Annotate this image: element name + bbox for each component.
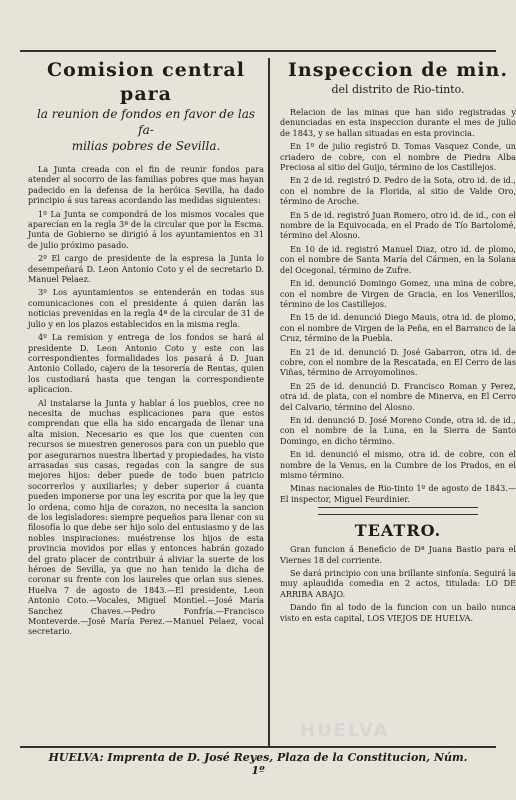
right-paragraph: En 21 de id. denunció D. José Gabarron, otra id. de cobre, con el nombre de la Rescatada, en El Cerro de las Viñas, término de Arroyomolinos. — [280, 346, 516, 378]
left-paragraph: 4º La remision y entrega de los fondos se hará al presidente D. Leon Antonio Coto y este con las correspondientes formalidades los pasará á D. Juan Antonio Collado, cajero de la tesorería de Rentas, quien los custodiará hasta que tengan la correspondiente aplicacion. — [28, 332, 264, 395]
right-paragraph: En 5 de id. registró Juan Romero, otro id. de id., con el nombre de la Equivocada, en el Prado de Tío Bartolomé, término del Alosno. — [280, 209, 516, 241]
right-column — [280, 58, 516, 626]
teatro-paragraph: Dando fin al todo de la funcion con un bailo nunca visto en esta capital, LOS VIEJOS DE HUELVA. — [280, 602, 516, 623]
left-paragraph: La Junta creada con el fin de reunir fondos para atender al socorro de las familias pobres que mas hayan padecido en la defensa de la heróica Sevilla, ha dado principio á sus tareas acordando las medidas siguientes: — [28, 164, 264, 206]
right-paragraph: En 2 de id. registró D. Pedro de la Sota, otro id. de id., con el nombre de la Florida, al sitio de Valde Oro, término de Aroche. — [280, 175, 516, 207]
left-title: Comision central para — [47, 59, 245, 105]
right-subtitle: del distrito de Rio-tinto. — [331, 83, 465, 96]
left-paragraph: 2º El cargo de presidente de la espresa la Junta lo desempeñará D. Leon Antonio Coto y el de secretario D. Manuel Pelaez. — [28, 253, 264, 285]
right-paragraph: En 10 de id. registró Manuel Diaz, otro id. de plomo, con el nombre de Santa María del Cármen, en la Solana del Ocegonal, término de Zufre. — [280, 243, 516, 275]
left-paragraph: 3º Los ayuntamientos se entenderán en todas sus comunicaciones con el presidente á quien darán las noticias prevenidas en la regla 4ª de la circular de 31 de julio y en los plazos establecidos en la misma regla. — [28, 287, 264, 329]
right-paragraph: En 15 de id. denunció Diego Mauis, otra id. de plomo, con el nombre de Virgen de la Peña, en el Barranco de la Cruz, término de la Puebla. — [280, 312, 516, 344]
right-paragraph: En id. denunció D. José Moreno Conde, otra id. de id., con el nombre de la Luna, en la Sierra de Santo Domingo, en dicho término. — [280, 414, 516, 446]
left-subtitle-1: la reunion de fondos en favor de las fa- — [36, 107, 256, 137]
column-divider — [268, 58, 270, 746]
watermark: HUELVA — [300, 720, 390, 741]
right-paragraph: En id. denunció el mismo, otra id. de cobre, con el nombre de la Venus, en la Cumbre de los Prados, en el mismo término. — [280, 449, 516, 480]
top-rule — [20, 50, 496, 52]
left-paragraph: Al instalarse la Junta y hablar á los pueblos, cree no necesita de muchas esplicaciones para que estos comprendan que ella ha sido encargada de llenar una alta mision. Necesario es que los que cuenten con recursos se muestren generosos para con un pueblo que por asegurarnos nuestra libertad y propiedades, ha visto arrasadas sus casas, regadas con la sangre de sus mejores hijos: deber puede de todo buen patricio socorrerlos y auxiliarles; y deber superior á cuanta pueden imponerse por una ley escrita por que la ley que lo ordena, como hija de corazon, no necesita la sancion de los legisladores: siempre pequeños para llenar con su filosofía lo que debe ser hijo solo del entusiasmo y de las nobles inspiraciones: muéstrense los hijos de esta provincia movidos por ellas y entonces habrán gozado del grato placer de contribuir á aliviar la suerte de los héroes de Sevilla, ya que no han tenido la dicha de coronar su frente con los laureles que orlan sus sienes. Huelva 7 de agosto de 1843.—El presidente, Leon Antonio Coto.—Vocales, Miguel Montiel.—José María Sanchez Chaves.—Pedro Fonfría.—Francisco Monteverde.—José María Perez.—Manuel Pelaez, vocal secretario. — [28, 397, 264, 637]
ornamental-rule — [318, 507, 478, 515]
teatro-paragraph: Gran funcion á Beneficio de Dª Juana Bastio para el Viernes 18 del corriente. — [280, 544, 516, 565]
teatro-paragraph: Se dará principio con una brillante sinfonía. Seguirá la muy aplaudida comedia en 2 actos, titulada: LO DE ARRIBA ABAJO. — [280, 568, 516, 599]
right-paragraph: Relacion de las minas que han sido registradas y denunciadas en esta inspeccion durante el mes de julio de 1843, y se hallan situadas en esta provincia. — [280, 107, 516, 138]
imprint-footer: HUELVA: Imprenta de D. José Reyes, Plaza de la Constitucion, Núm. 1º — [48, 751, 468, 777]
teatro-title: TEATRO. — [354, 521, 442, 541]
right-title: Inspeccion de min. — [288, 59, 508, 81]
right-paragraph: En 1º de julio registró D. Tomas Vasquez Conde, un criadero de cobre, con el nombre de Piedra Alba Preciosa al sitio del Guijo, término de los Castillejos. — [280, 141, 516, 173]
teatro-body — [280, 544, 516, 623]
right-paragraph: En id. denunció Domingo Gomez, una mina de cobre, con el nombre de Virgen de Gracia, en los Venerillos, término de los Castillejos. — [280, 278, 516, 309]
left-subtitle-2: milias pobres de Sevilla. — [71, 139, 221, 153]
left-column — [28, 58, 264, 640]
right-body — [280, 107, 516, 504]
right-paragraph: En 25 de id. denunció D. Francisco Roman y Perez, otra id. de plata, con el nombre de Minerva, en El Cerro del Calvario, término del Alosno. — [280, 380, 516, 412]
left-body — [28, 164, 264, 637]
left-paragraph: 1º La Junta se compondrá de los mismos vocales que aparecían en la regla 3ª de la circular que por la Escma. Junta de Gobierno se dirigió á los ayuntamientos en 31 de julio próximo pasado. — [28, 208, 264, 250]
right-paragraph: Minas nacionales de Rio-tinto 1º de agosto de 1843.—El inspector, Miguel Feurdinier. — [280, 483, 516, 504]
